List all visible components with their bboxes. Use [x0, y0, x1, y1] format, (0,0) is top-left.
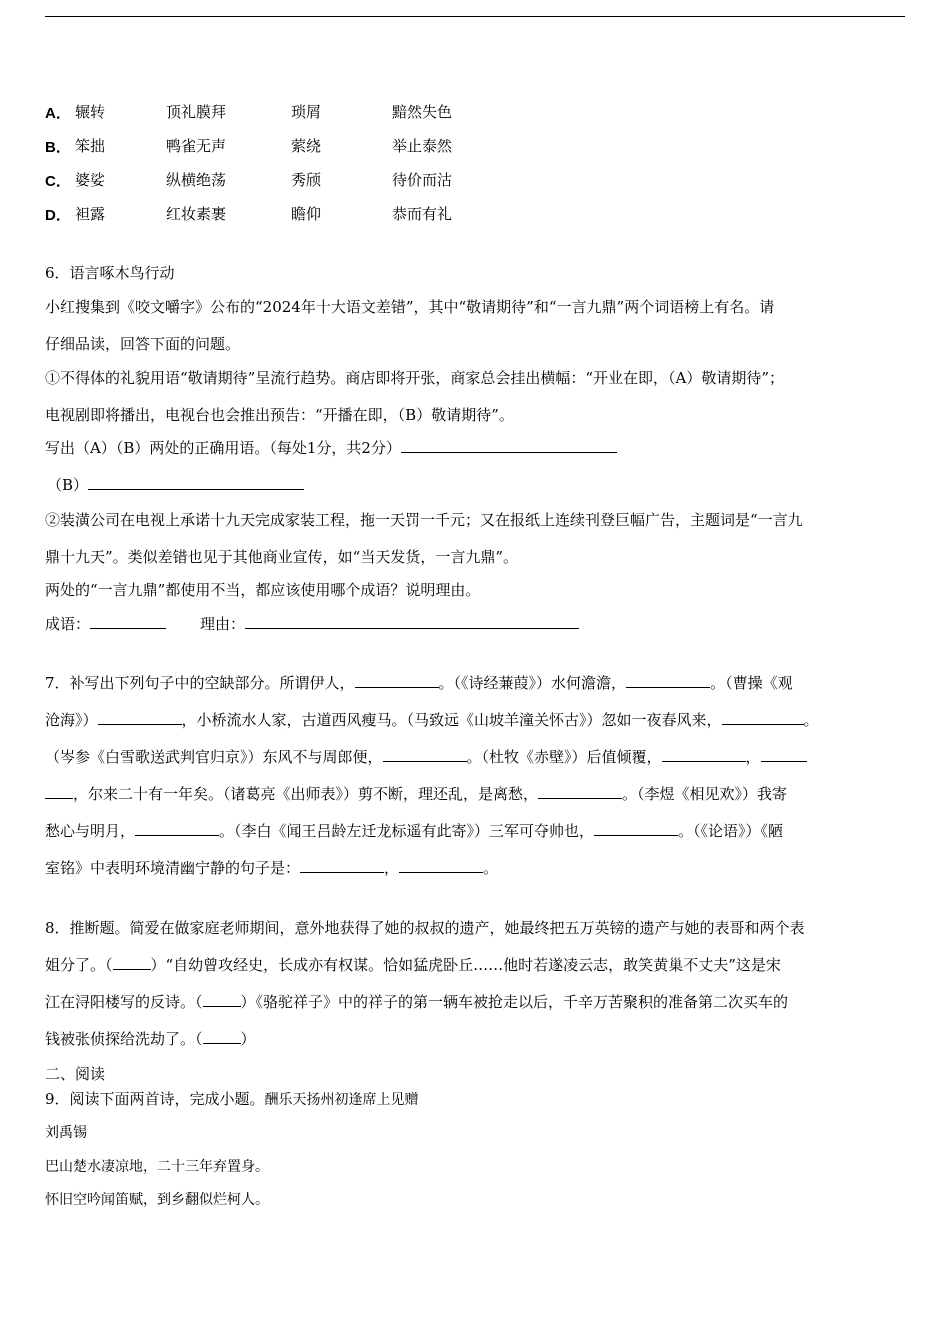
q7-blank[interactable] — [98, 710, 182, 725]
option-word: 笨拙 — [75, 137, 106, 155]
q7-blank[interactable] — [135, 821, 219, 836]
option-word: 顶礼膜拜 — [166, 103, 227, 121]
reason-label: 理由： — [200, 615, 246, 633]
q7-line — [45, 673, 793, 693]
poem-line: 巴山楚水凄凉地，二十三年弃置身。 — [45, 1159, 269, 1175]
q7-text: ， — [745, 748, 761, 766]
q6-title: 6．语言啄木鸟行动 — [45, 264, 175, 282]
q7-text: ，尔来二十有一年矣。（诸葛亮《出师表》）剪不断，理还乱，是离愁， — [73, 785, 539, 803]
q8-text: ） — [240, 1030, 256, 1048]
q8-line: 8．推断题。简爱在做家庭老师期间，意外地获得了她的叔叔的遗产，她最终把五万英镑的遗产与她的表哥和两个表 — [45, 919, 805, 937]
q7-blank[interactable] — [626, 673, 710, 688]
q7-text: （岑参《白雪歌送武判官归京》）东风不与周郎便， — [45, 748, 383, 766]
q7-blank[interactable] — [383, 747, 467, 762]
q7-blank[interactable] — [662, 747, 746, 762]
q8-text: 江在浔阳楼写的反诗。（ — [45, 993, 203, 1011]
option-word: 瞻仰 — [291, 205, 322, 223]
option-word: 红妆素裹 — [166, 205, 227, 223]
q6-b-label: （B） — [47, 476, 89, 494]
q7-blank[interactable] — [300, 858, 384, 873]
q7-text: 。 — [483, 859, 499, 877]
q7-text: 。 — [803, 711, 819, 729]
q7-text: 。（《论语》）《陋 — [678, 822, 784, 840]
option-word: 恭而有礼 — [392, 205, 453, 223]
q7-line — [45, 858, 498, 878]
q8-line — [45, 992, 788, 1012]
q7-text: 室铭》中表明环境清幽宁静的句子是： — [45, 859, 301, 877]
q6-text: 仔细品读，回答下面的问题。 — [45, 335, 241, 353]
answer-blank-b[interactable] — [88, 475, 304, 490]
q9-intro — [45, 1089, 419, 1110]
q9-intro-text: 9．阅读下面两首诗，完成小题。 — [45, 1090, 265, 1108]
idiom-label: 成语： — [45, 615, 91, 633]
option-word: 辗转 — [75, 103, 106, 121]
poem-title: 酬乐天扬州初逢席上见赠 — [264, 1092, 419, 1108]
option-word: 琐屑 — [291, 103, 322, 121]
q6-text: 两处的“一言九鼎”都使用不当，都应该使用哪个成语？说明理由。 — [45, 581, 481, 599]
q6-instruction — [45, 438, 617, 458]
q7-blank[interactable] — [594, 821, 678, 836]
q7-blank[interactable] — [399, 858, 483, 873]
q7-text: ， — [384, 859, 400, 877]
q8-text: 姐分了。（ — [45, 956, 113, 974]
q7-blank[interactable] — [722, 710, 804, 725]
q7-text: 。（曹操《观 — [710, 674, 793, 692]
option-word: 黯然失色 — [392, 103, 453, 121]
reason-blank[interactable] — [245, 614, 579, 629]
q7-text: 。（李煜《相见欢》）我寄 — [622, 785, 788, 803]
q7-line — [45, 710, 819, 730]
option-word: 纵横绝荡 — [166, 171, 227, 189]
option-letter: A． — [45, 105, 71, 122]
q7-text: ，小桥流水人家，古道西风瘦马。（马致远《山坡羊潼关怀古》）忽如一夜春风来， — [181, 711, 722, 729]
q8-blank[interactable] — [203, 1029, 241, 1044]
q8-text: ）“自幼曾攻经史，长成亦有权谋。恰如猛虎卧丘……他时若遂凌云志，敢笑黄巢不丈夫”这是宋 — [150, 956, 781, 974]
q6-text: 鼎十九天”。类似差错也见于其他商业宣传，如“当天发货，一言九鼎”。 — [45, 548, 519, 566]
q7-text: 。（杜牧《赤壁》）后值倾覆， — [466, 748, 662, 766]
q7-text: 沧海》） — [45, 711, 98, 729]
q7-text: 愁心与明月， — [45, 822, 136, 840]
option-word: 举止泰然 — [392, 137, 453, 155]
q7-blank[interactable] — [355, 673, 439, 688]
option-word: 婆娑 — [75, 171, 106, 189]
q8-blank[interactable] — [203, 992, 241, 1007]
q7-blank[interactable] — [761, 747, 807, 762]
q7-line — [45, 784, 787, 804]
q6-answer-row — [45, 614, 579, 634]
q7-text: 。（《诗经蒹葭》）水何澹澹， — [438, 674, 627, 692]
q7-line — [45, 747, 807, 767]
q7-blank[interactable] — [538, 784, 622, 799]
q7-line — [45, 821, 783, 841]
section-heading: 二、阅读 — [45, 1065, 106, 1083]
option-letter: B． — [45, 139, 71, 156]
q6-text: 电视剧即将播出，电视台也会推出预告：“开播在即，（B）敬请期待”。 — [45, 406, 514, 424]
q6-instruction-text: 写出（A）（B）两处的正确用语。（每处1分，共2分） — [45, 439, 401, 457]
option-letter: D． — [45, 207, 71, 224]
poem-line: 怀旧空吟闻笛赋，到乡翻似烂柯人。 — [45, 1192, 269, 1208]
q6-text: ①不得体的礼貌用语“敬请期待”呈流行趋势。商店即将开张，商家总会挂出横幅：“开业在即，（A）敬请期待”； — [45, 369, 785, 387]
q8-line — [45, 955, 781, 975]
q8-text: ）《骆驼祥子》中的祥子的第一辆车被抢走以后，千辛万苦聚积的准备第二次买车的 — [240, 993, 789, 1011]
q6-answer-b — [47, 475, 304, 495]
q8-line — [45, 1029, 256, 1049]
q6-text: 小红搜集到《咬文嚼字》公布的“2024年十大语文差错”，其中“敬请期待”和“一言九鼎”两个词语榜上有名。请 — [45, 298, 775, 316]
option-word: 袒露 — [75, 205, 106, 223]
option-word: 秀颀 — [291, 171, 322, 189]
q8-blank[interactable] — [113, 955, 151, 970]
option-word: 萦绕 — [291, 137, 322, 155]
poem-author: 刘禹锡 — [45, 1125, 87, 1141]
option-word: 鸭雀无声 — [166, 137, 227, 155]
option-letter: C． — [45, 173, 71, 190]
q8-text: 钱被张侦探给洗劫了。（ — [45, 1030, 203, 1048]
q7-blank[interactable] — [45, 784, 73, 799]
header-rule — [45, 16, 905, 17]
q7-text: 7．补写出下列句子中的空缺部分。所谓伊人， — [45, 674, 355, 692]
answer-blank-a[interactable] — [401, 438, 617, 453]
q7-text: 。（李白《闻王吕龄左迁龙标遥有此寄》）三军可夺帅也， — [219, 822, 595, 840]
idiom-blank[interactable] — [90, 614, 166, 629]
option-word: 待价而沽 — [392, 171, 453, 189]
q6-text: ②装潢公司在电视上承诺十九天完成家装工程，拖一天罚一千元；又在报纸上连续刊登巨幅广告，主题词是“一言九 — [45, 511, 803, 529]
